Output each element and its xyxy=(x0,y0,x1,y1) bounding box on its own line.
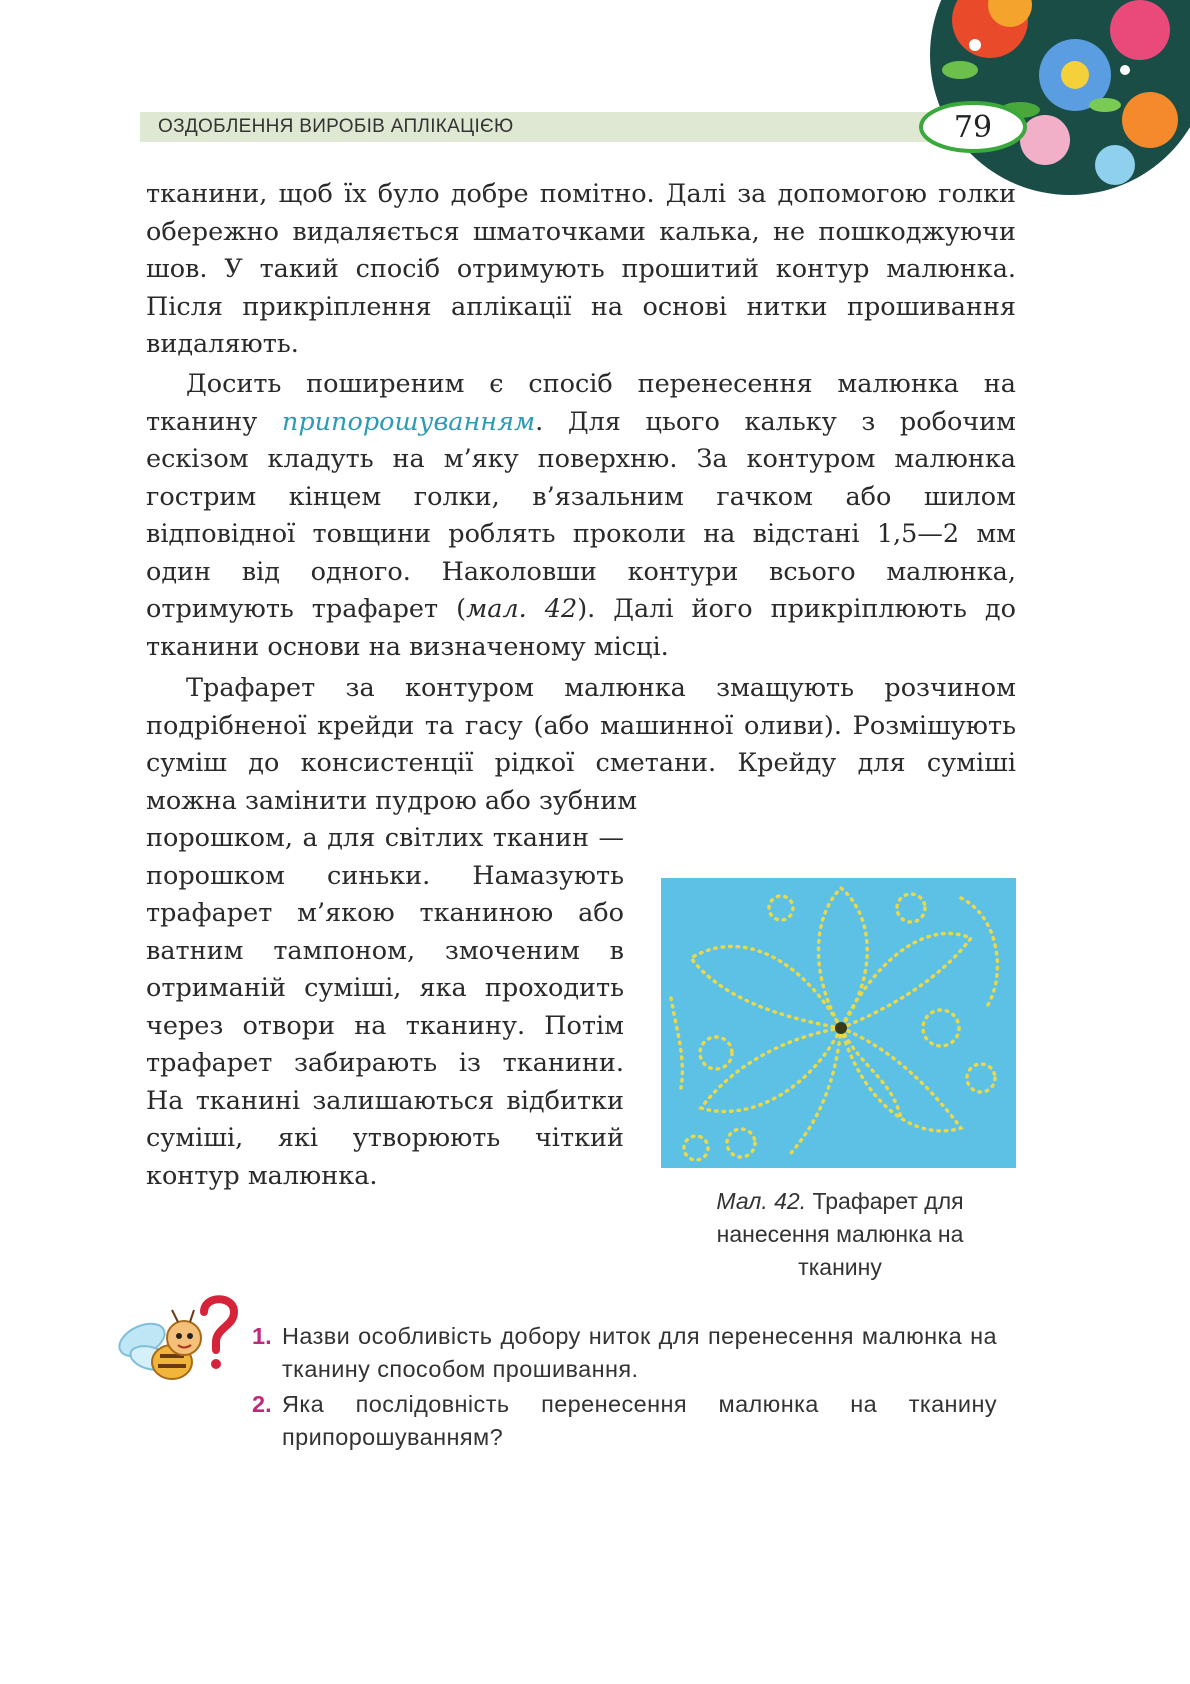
page-number-badge xyxy=(918,100,1028,154)
question-item xyxy=(252,1320,997,1386)
question-text: Назви особливість добору ниток для перенесення малюнка на тканину способом прошивання. xyxy=(282,1323,997,1382)
question-number: 1. xyxy=(252,1323,272,1349)
paragraph-3-wide: Трафарет за контуром малюнка змащують розчином подрібненої крейди та гасу (або машинної оливи). Розмішують суміш до консистенції рідкої сметани. Крейду для суміші можна замінити пудрою або зубним xyxy=(146,673,1016,816)
paragraph-2 xyxy=(146,366,1016,666)
term-pripo: припорошуванням xyxy=(281,406,536,437)
stencil-dotted-pattern xyxy=(661,878,1016,1168)
page-number: 79 xyxy=(953,109,993,145)
paragraph-3-narrow: порошком, а для світлих тканин — порошком синьки. Намазують трафарет м’якою тканиною або ватним тампоном, змоченим в отриманій суміші, яка проходить через отвори на тканину. Потім трафарет забирають із тканини. На тканині залишаються відбитки суміші, які утворюють чіткий контур малюнка. xyxy=(146,823,624,1191)
caption-reference: Мал. 42. xyxy=(716,1188,807,1214)
paragraph-2-end: ). Далі його прикріплюють до тканини основи на визначеному місці. xyxy=(146,594,1016,662)
question-number: 2. xyxy=(252,1391,272,1417)
paragraph-2-start: Досить поширеним є спосіб перенесення малюнка на тканину xyxy=(146,369,1016,437)
stencil-figure xyxy=(661,878,1016,1168)
paragraph-2-middle: . Для цього кальку з робочим ескізом кладуть на м’яку поверхню. За контуром малюнка гострим кінцем голки, в’язальним гачком або шилом відповідної товщини роблять проколи на відстані 1,5—2 мм один від одного. Наколовши контури всього малюнка, отримують трафарет ( xyxy=(146,406,1016,624)
questions-list xyxy=(252,1320,997,1456)
paragraph-1: тканини, щоб їх було добре помітно. Далі за допомогою голки обережно видаляється шматочками калька, не пошкоджуючи шов. У такий спосіб отримують прошитий контур малюнка. Після прикріплення аплікації на основі нитки прошивання видаляють. xyxy=(146,179,1016,359)
figure-reference: мал. 42 xyxy=(466,594,578,624)
bee-question-mascot-icon xyxy=(112,1290,240,1398)
running-title: ОЗДОБЛЕННЯ ВИРОБІВ АПЛІКАЦІЄЮ xyxy=(158,116,514,137)
figure-caption xyxy=(680,1185,1000,1284)
question-text: Яка послідовність перенесення малюнка на тканину припорошуванням? xyxy=(282,1391,997,1450)
question-item xyxy=(252,1388,997,1454)
caption-text: Трафарет для нанесення малюнка на тканину xyxy=(716,1188,964,1280)
